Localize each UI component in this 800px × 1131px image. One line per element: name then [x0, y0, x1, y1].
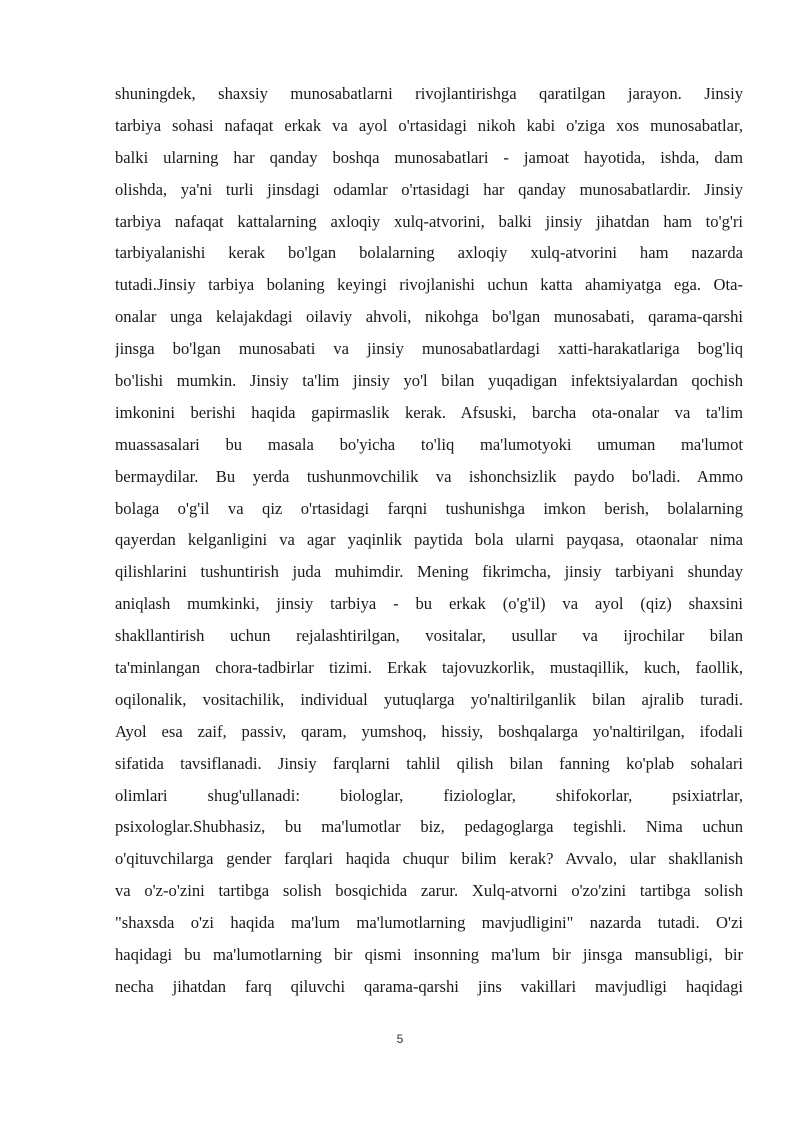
text-line: sifatida tavsiflanadi. Jinsiy farqlarni tahlil qilish bilan fanning ko'plab sohalari — [115, 753, 743, 773]
text-line: onalar unga kelajakdagi oilaviy ahvoli, nikohga bo'lgan munosabati, qarama-qarshi — [115, 307, 743, 327]
text-line: imkonini berishi haqida gapirmaslik kerak. Afsuski, barcha ota-onalar va ta'lim — [115, 402, 743, 422]
text-line: tarbiyalanishi kerak bo'lgan bolalarning axloqiy xulq-atvorini ham nazarda — [115, 243, 743, 263]
text-line: ta'minlangan chora-tadbirlar tizimi. Erkak tajovuzkorlik, mustaqillik, kuch, faollik, — [115, 658, 743, 678]
text-line: va o'z-o'zini tartibga solish bosqichida zarur. Xulq-atvorni o'zo'zini tartibga solish — [115, 881, 743, 901]
text-line: shuningdek, shaxsiy munosabatlarni rivojlantirishga qaratilgan jarayon. Jinsiy — [115, 84, 743, 103]
page-number: 5 — [396, 1032, 404, 1046]
text-line: tutadi.Jinsiy tarbiya bolaning keyingi rivojlanishi uchun katta ahamiyatga ega. Ota- — [115, 275, 743, 295]
text-line: bo'lishi mumkin. Jinsiy ta'lim jinsiy yo'l bilan yuqadigan infektsiyalardan qochish — [115, 371, 743, 391]
text-line: shakllantirish uchun rejalashtirilgan, vositalar, usullar va ijrochilar bilan — [115, 626, 743, 646]
text-line: muassasalari bu masala bo'yicha to'liq ma'lumotyoki umuman ma'lumot — [115, 434, 743, 454]
text-line: "shaxsda o'zi haqida ma'lum ma'lumotlarning mavjudligini" nazarda tutadi. O'zi — [115, 913, 743, 933]
text-line: tarbiya nafaqat kattalarning axloqiy xulq-atvorini, balki jinsiy jihatdan ham to'g'ri — [115, 211, 743, 231]
text-line: tarbiya sohasi nafaqat erkak va ayol o'rtasidagi nikoh kabi o'ziga xos munosabatlar, — [115, 115, 743, 135]
text-line: o'qituvchilarga gender farqlari haqida chuqur bilim kerak? Avvalo, ular shakllanish — [115, 849, 743, 869]
body-text — [115, 78, 743, 1003]
text-line: bolaga o'g'il va qiz o'rtasidagi farqni tushunishga imkon berish, bolalarning — [115, 498, 743, 518]
text-line: olishda, ya'ni turli jinsdagi odamlar o'rtasidagi har qanday munosabatlardir. Jinsiy — [115, 179, 743, 199]
text-line: olimlari shug'ullanadi: biologlar, fiziologlar, shifokorlar, psixiatrlar, — [115, 785, 743, 805]
text-line: qilishlarini tushuntirish juda muhimdir. Mening fikrimcha, jinsiy tarbiyani shunday — [115, 562, 743, 582]
text-line: necha jihatdan farq qiluvchi qarama-qarshi jins vakillari mavjudligi haqidagi — [115, 976, 743, 996]
text-line: oqilonalik, vositachilik, individual yutuqlarga yo'naltirilganlik bilan ajralib turadi. — [115, 689, 743, 709]
text-line: balki ularning har qanday boshqa munosabatlari - jamoat hayotida, ishda, dam — [115, 147, 743, 167]
text-line: Ayol esa zaif, passiv, qaram, yumshoq, hissiy, boshqalarga yo'naltirilgan, ifodali — [115, 721, 743, 741]
text-line: psixologlar.Shubhasiz, bu ma'lumotlar biz, pedagoglarga tegishli. Nima uchun — [115, 817, 743, 837]
text-line: bermaydilar. Bu yerda tushunmovchilik va ishonchsizlik paydo bo'ladi. Ammo — [115, 466, 743, 486]
text-line: aniqlash mumkinki, jinsiy tarbiya - bu erkak (o'g'il) va ayol (qiz) shaxsini — [115, 594, 743, 614]
text-line: qayerdan kelganligini va agar yaqinlik paytida bola ularni payqasa, otaonalar nima — [115, 530, 743, 550]
text-line: haqidagi bu ma'lumotlarning bir qismi insonning ma'lum bir jinsga mansubligi, bir — [115, 945, 743, 965]
text-line: jinsga bo'lgan munosabati va jinsiy munosabatlardagi xatti-harakatlariga bog'liq — [115, 339, 743, 359]
